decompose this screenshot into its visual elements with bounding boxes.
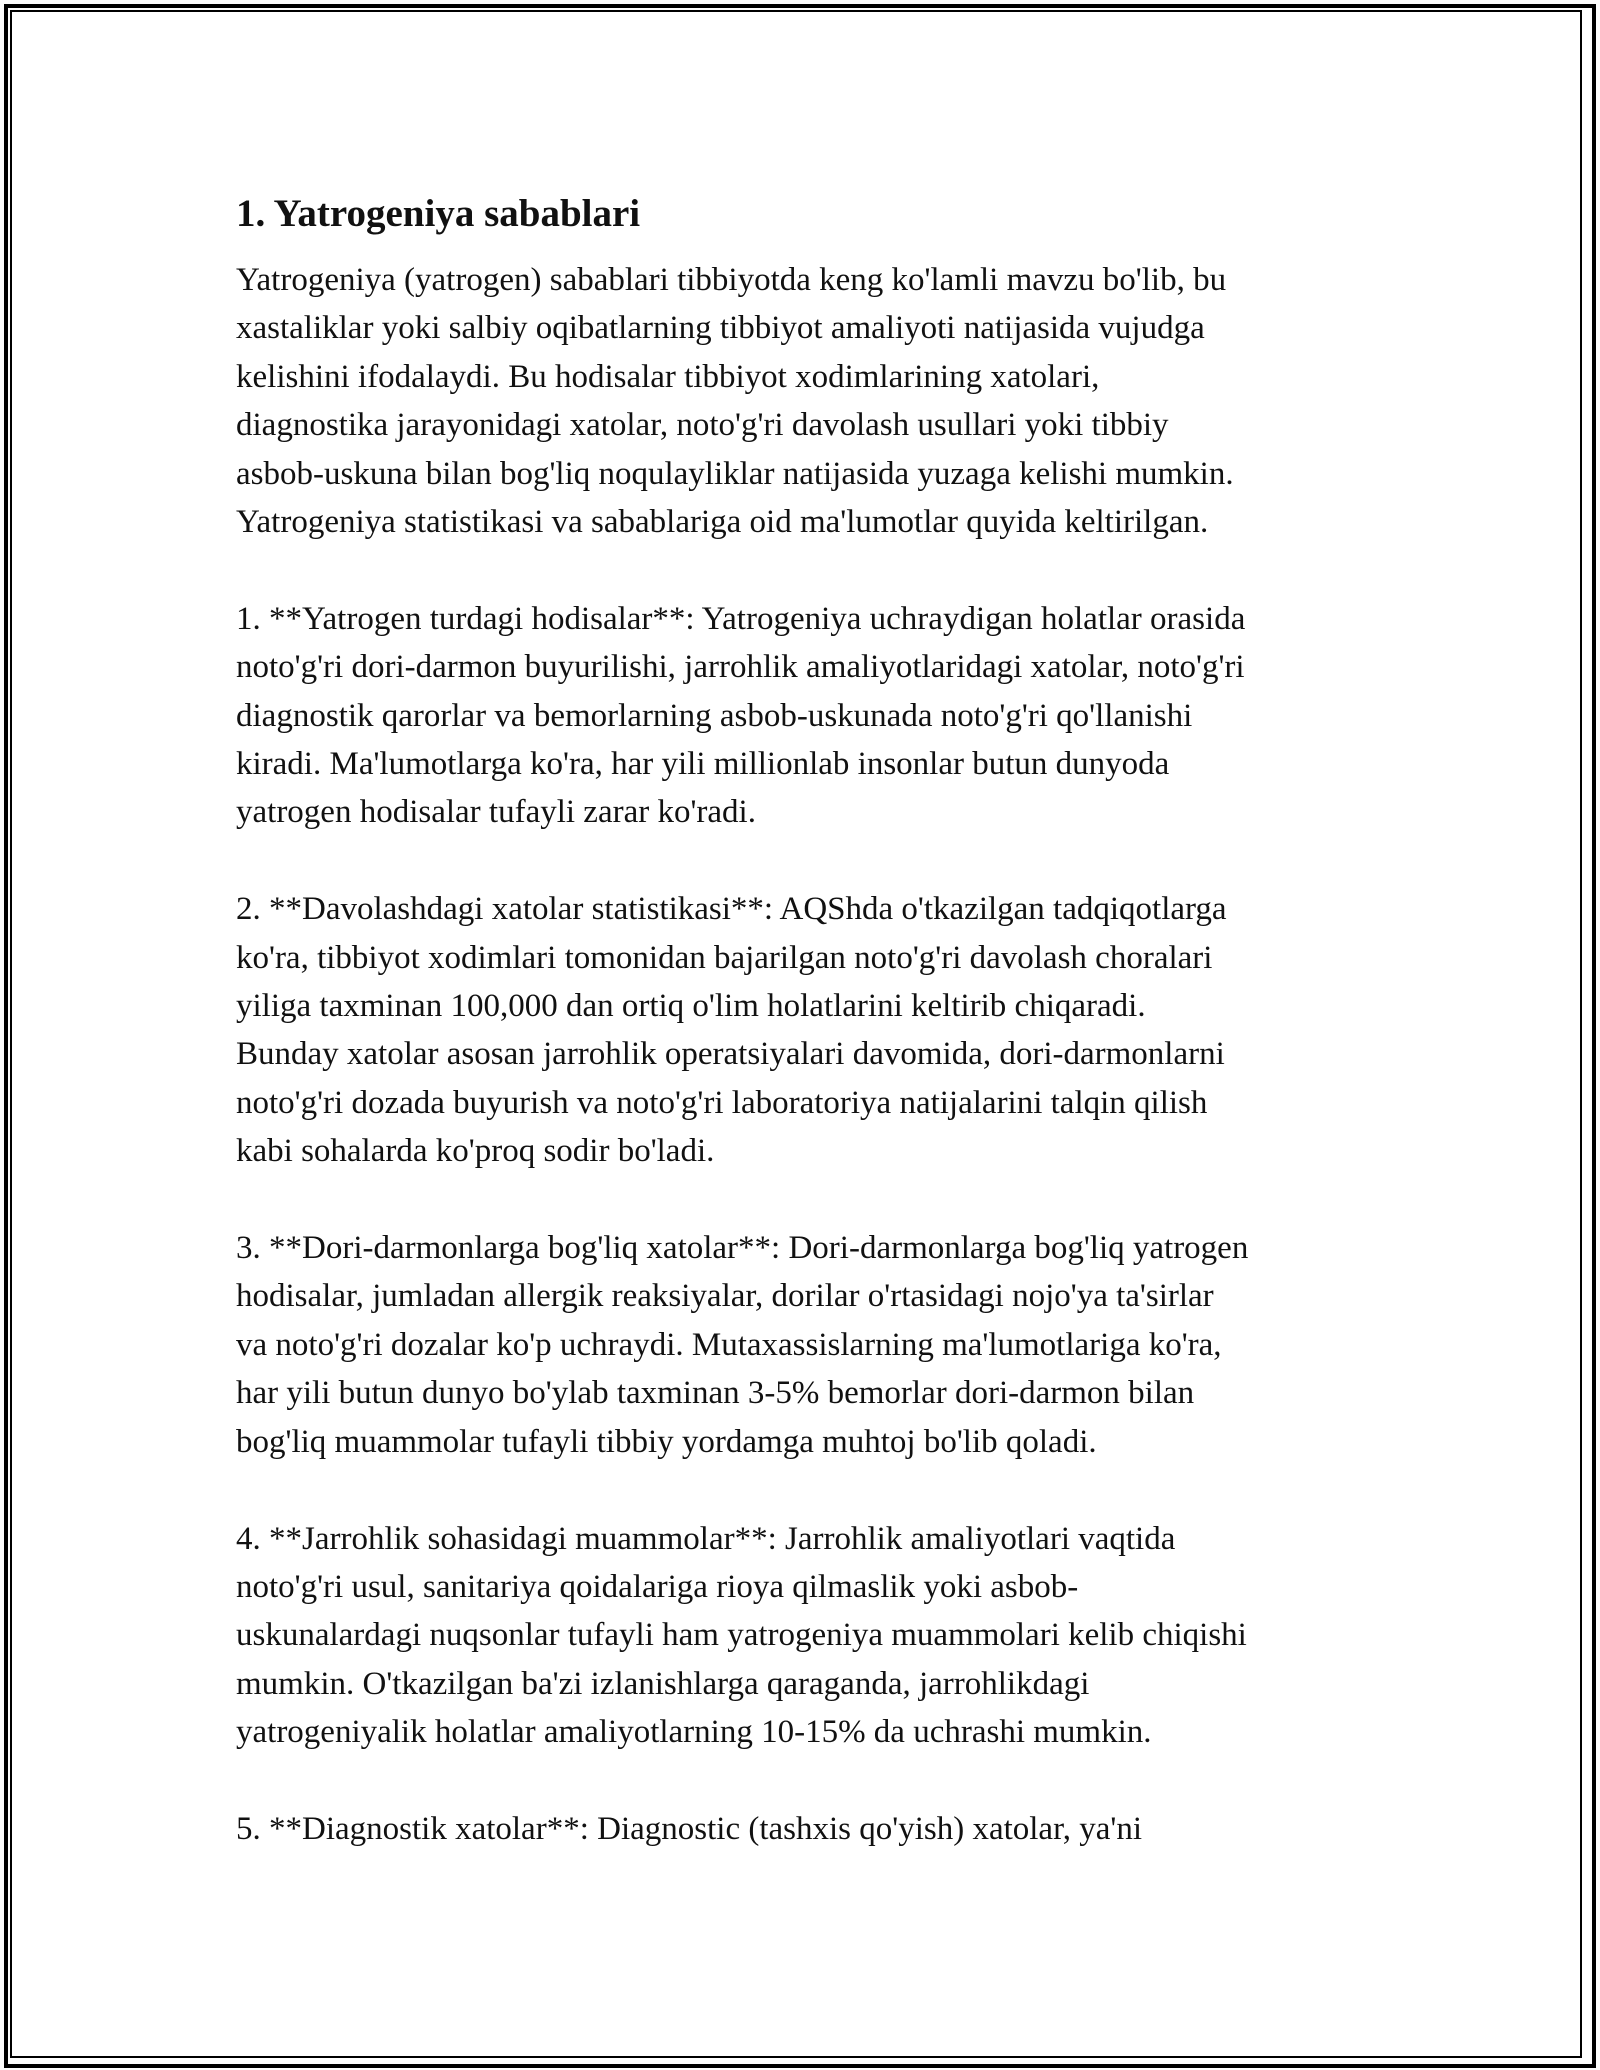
- text-line: yiliga taxminan 100,000 dan ortiq o'lim holatlarini keltirib chiqaradi.: [236, 988, 1146, 1025]
- text-line: kelishini ifodalaydi. Bu hodisalar tibbiyot xodimlarining xatolari,: [236, 358, 1100, 395]
- text-line: 4. **Jarrohlik sohasidagi muammolar**: Jarrohlik amaliyotlari vaqtida: [236, 1520, 1176, 1557]
- text-line: 1. **Yatrogen turdagi hodisalar**: Yatrogeniya uchraydigan holatlar orasida: [236, 600, 1246, 637]
- text-line: va noto'g'ri dozalar ko'p uchraydi. Mutaxassislarning ma'lumotlariga ko'ra,: [236, 1326, 1222, 1363]
- paragraph: [236, 595, 1436, 837]
- paragraph: [236, 256, 1436, 546]
- text-line: Bunday xatolar asosan jarrohlik operatsiyalari davomida, dori-darmonlarni: [236, 1036, 1225, 1073]
- text-line: asbob-uskuna bilan bog'liq noqulayliklar natijasida yuzaga kelishi mumkin.: [236, 455, 1234, 492]
- text-line: yatrogeniyalik holatlar amaliyotlarning 10-15% da uchrashi mumkin.: [236, 1714, 1152, 1751]
- text-line: Yatrogeniya statistikasi va sabablariga oid ma'lumotlar quyida keltirilgan.: [236, 504, 1209, 541]
- text-line: bog'liq muammolar tufayli tibbiy yordamga muhtoj bo'lib qoladi.: [236, 1423, 1097, 1460]
- paragraph-list: [236, 256, 1436, 1853]
- paragraph: [236, 885, 1436, 1175]
- text-line: xastaliklar yoki salbiy oqibatlarning tibbiyot amaliyoti natijasida vujudga: [236, 310, 1205, 347]
- text-line: diagnostik qarorlar va bemorlarning asbob-uskunada noto'g'ri qo'llanishi: [236, 697, 1193, 734]
- text-line: noto'g'ri dori-darmon buyurilishi, jarrohlik amaliyotlaridagi xatolar, noto'g'ri: [236, 649, 1245, 686]
- text-line: mumkin. O'tkazilgan ba'zi izlanishlarga qaraganda, jarrohlikdagi: [236, 1665, 1090, 1702]
- text-line: yatrogen hodisalar tufayli zarar ko'radi.: [236, 794, 756, 831]
- text-line: har yili butun dunyo bo'ylab taxminan 3-5% bemorlar dori-darmon bilan: [236, 1375, 1195, 1412]
- text-line: ko'ra, tibbiyot xodimlari tomonidan bajarilgan noto'g'ri davolash choralari: [236, 939, 1213, 976]
- paragraph: [236, 1224, 1436, 1466]
- text-line: hodisalar, jumladan allergik reaksiyalar, dorilar o'rtasidagi nojo'ya ta'sirlar: [236, 1278, 1214, 1315]
- text-line: diagnostika jarayonidagi xatolar, noto'g'ri davolash usullari yoki tibbiy: [236, 407, 1169, 444]
- text-line: 3. **Dori-darmonlarga bog'liq xatolar**: Dori-darmonlarga bog'liq yatrogen: [236, 1230, 1249, 1267]
- text-line: kabi sohalarda ko'proq sodir bo'ladi.: [236, 1133, 715, 1170]
- section-heading: 1. Yatrogeniya sabablari: [236, 192, 641, 235]
- paragraph: [236, 1515, 1436, 1757]
- text-line: 2. **Davolashdagi xatolar statistikasi**: AQShda o'tkazilgan tadqiqotlarga: [236, 891, 1227, 928]
- document-body: [236, 186, 1436, 1902]
- text-line: kiradi. Ma'lumotlarga ko'ra, har yili millionlab insonlar butun dunyoda: [236, 746, 1170, 783]
- paragraph: [236, 1805, 1436, 1853]
- text-line: Yatrogeniya (yatrogen) sabablari tibbiyotda keng ko'lamli mavzu bo'lib, bu: [236, 262, 1227, 298]
- text-line: 5. **Diagnostik xatolar**: Diagnostic (tashxis qo'yish) xatolar, ya'ni: [236, 1810, 1143, 1847]
- text-line: noto'g'ri dozada buyurish va noto'g'ri laboratoriya natijalarini talqin qilish: [236, 1084, 1208, 1121]
- text-line: uskunalardagi nuqsonlar tufayli ham yatrogeniya muammolari kelib chiqishi: [236, 1617, 1247, 1654]
- text-line: noto'g'ri usul, sanitariya qoidalariga rioya qilmaslik yoki asbob-: [236, 1568, 1079, 1605]
